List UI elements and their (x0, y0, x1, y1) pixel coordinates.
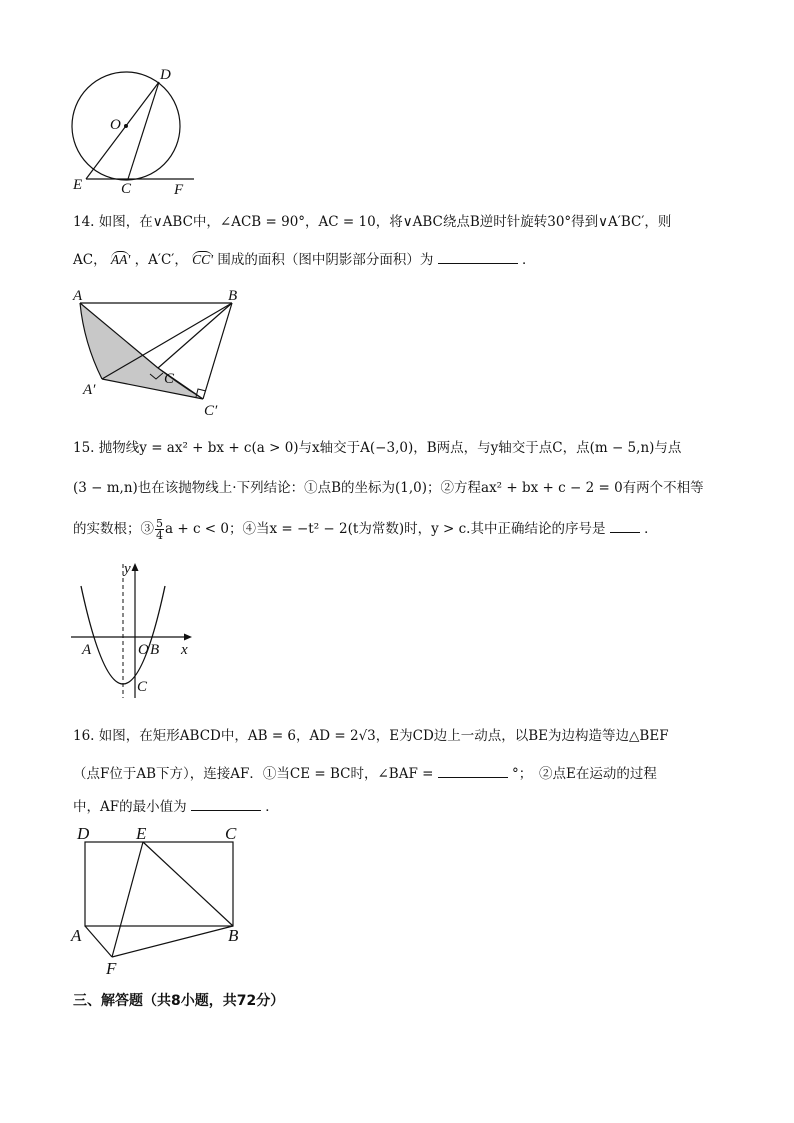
rectangle-abcd (85, 842, 233, 926)
label-c: C (121, 181, 132, 197)
segment-cd (128, 82, 159, 179)
arc-aa-prime: AA′ (110, 252, 131, 267)
q16-line-3 (73, 796, 279, 817)
label-d: D (160, 67, 171, 83)
q15-line-3 (73, 518, 658, 541)
q15-text-1: 抛物线y = ax² + bx + c(a > 0)与x轴交于A(−3,0)，B两点，与y轴交于点C，点(m − 5,n)与点 (98, 440, 682, 456)
label-x: x (181, 642, 188, 658)
label-e: E (136, 824, 147, 843)
label-c: C (225, 824, 237, 843)
q14-text-2d: ． (522, 252, 536, 268)
segment-af (85, 926, 112, 957)
label-b: B (150, 642, 160, 658)
q16-answer-blank-2[interactable] (191, 796, 261, 811)
segment-ed (86, 82, 159, 179)
q16-number: 16. (73, 728, 95, 744)
label-d: D (77, 824, 90, 843)
q15-number: 15. (73, 440, 95, 456)
q16-text-1: 如图，在矩形ABCD中，AB = 6，AD = 2√3，E为CD边上一动点，以BE为边构造等边△BEF (98, 728, 669, 744)
q15-line-2 (73, 478, 704, 498)
label-b: B (228, 288, 238, 304)
segment-bc (158, 303, 232, 368)
label-a: A (73, 288, 83, 304)
y-axis-arrow (132, 563, 139, 571)
label-f: F (106, 959, 117, 978)
figure-q16 (70, 824, 250, 979)
label-y: y (124, 561, 131, 577)
label-o: O (110, 117, 121, 133)
q14-answer-blank[interactable] (438, 249, 518, 264)
label-e: E (73, 177, 83, 193)
section-heading: 三、解答题（共8小题，共72分） (73, 993, 285, 1009)
q15-text-3a: 的实数根；③ (73, 521, 154, 537)
label-a: A (82, 642, 92, 658)
q14-line-2 (73, 249, 536, 270)
q16-text-2a: （点F位于AB下方），连接AF．①当CE = BC时，∠BAF = (73, 766, 434, 782)
center-dot (124, 124, 128, 128)
figure-q15 (65, 558, 205, 703)
label-o: O (138, 642, 149, 658)
label-c: C (137, 679, 148, 695)
segment-be (143, 842, 233, 926)
q16-line-1 (73, 726, 669, 746)
label-f: F (174, 182, 184, 198)
label-a-prime: A′ (83, 382, 96, 398)
segment-bf (112, 926, 233, 957)
q14-line-1 (73, 212, 671, 232)
q16-line-2 (73, 763, 657, 784)
q14-text-2a: AC， (73, 252, 107, 268)
q16-text-2b: °； ②点E在运动的过程 (512, 766, 657, 782)
q14-number: 14. (73, 214, 95, 230)
segment-ef (112, 842, 143, 957)
figure-q13 (60, 60, 210, 200)
x-axis-arrow (184, 634, 192, 641)
q15-text-2: (3 − m,n)也在该抛物线上·下列结论：①点B的坐标为(1,0)；②方程ax² + bx + c − 2 = 0有两个不相等 (73, 480, 704, 496)
arc-cc-prime: CC′ (192, 252, 214, 267)
label-c: C (164, 371, 175, 387)
q14-text-1: 如图，在∨ABC中，∠ACB = 90°，AC = 10，将∨ABC绕点B逆时针旋转30°得到∨A′BC′，则 (98, 214, 672, 230)
q16-answer-blank-1[interactable] (438, 763, 508, 778)
label-c-prime: C′ (204, 403, 218, 419)
q16-text-3b: ． (265, 799, 279, 815)
figure-q14 (70, 283, 260, 423)
shaded-region (80, 303, 203, 399)
fraction-five-fourths (155, 518, 164, 541)
q15-text-3c: ． (644, 521, 658, 537)
q16-text-3a: 中，AF的最小值为 (73, 799, 187, 815)
q14-text-2b: ，A′C′， (134, 252, 188, 268)
q15-line-1 (73, 438, 681, 458)
q14-text-2c: 围成的面积（图中阴影部分面积）为 (217, 252, 434, 268)
q15-answer-blank[interactable] (610, 518, 640, 533)
q15-text-3b: a + c < 0；④当x = −t² − 2(t为常数)时，y > c.其中正确结论的序号是 (165, 521, 606, 537)
label-b: B (228, 926, 239, 945)
label-a: A (71, 926, 82, 945)
fraction-numerator: 5 (156, 517, 163, 530)
fraction-denominator: 4 (156, 529, 163, 542)
